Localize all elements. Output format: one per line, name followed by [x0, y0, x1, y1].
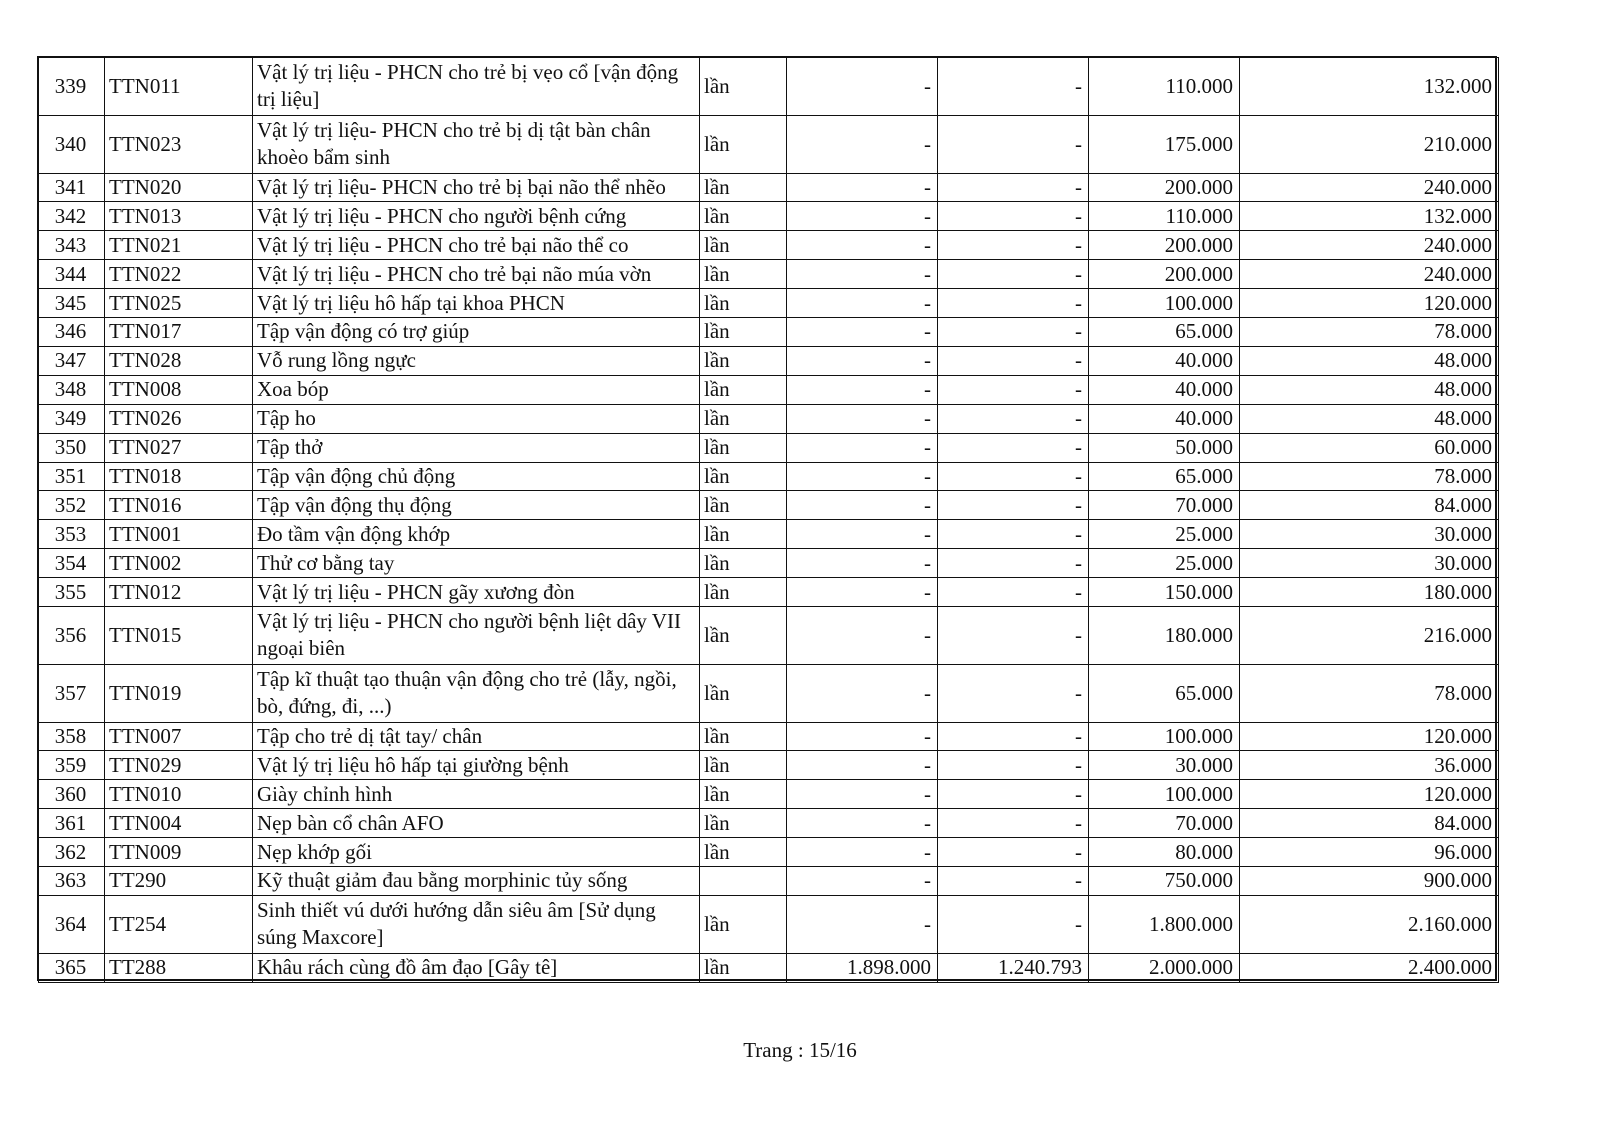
table-row — [39, 462, 1499, 491]
cell-price-3: 25.000 — [1089, 520, 1240, 549]
table-row — [39, 838, 1499, 867]
table-row — [39, 722, 1499, 751]
cell-unit: lần — [700, 780, 787, 809]
table-row — [39, 520, 1499, 549]
cell-price-3: 200.000 — [1089, 231, 1240, 260]
cell-price-1: - — [787, 289, 938, 318]
cell-price-4: 180.000 — [1240, 578, 1499, 607]
cell-price-1: - — [787, 722, 938, 751]
cell-unit: lần — [700, 953, 787, 982]
cell-code: TT290 — [105, 867, 253, 896]
table-row — [39, 115, 1499, 173]
cell-stt: 350 — [39, 433, 105, 462]
cell-price-1: - — [787, 751, 938, 780]
table-body — [39, 58, 1499, 983]
cell-price-4: 48.000 — [1240, 404, 1499, 433]
cell-stt: 352 — [39, 491, 105, 520]
cell-unit: lần — [700, 664, 787, 722]
cell-stt: 355 — [39, 578, 105, 607]
cell-price-1: - — [787, 231, 938, 260]
cell-code: TTN018 — [105, 462, 253, 491]
cell-price-2: - — [938, 838, 1089, 867]
cell-stt: 339 — [39, 58, 105, 116]
cell-price-3: 40.000 — [1089, 404, 1240, 433]
cell-code: TTN015 — [105, 606, 253, 664]
cell-service-name: Vật lý trị liệu - PHCN cho người bệnh liệt dây VII ngoại biên — [253, 606, 700, 664]
cell-stt: 361 — [39, 809, 105, 838]
cell-price-3: 110.000 — [1089, 202, 1240, 231]
cell-price-4: 2.400.000 — [1240, 953, 1499, 982]
cell-stt: 342 — [39, 202, 105, 231]
cell-service-name: Vật lý trị liệu - PHCN cho trẻ bại não thể co — [253, 231, 700, 260]
cell-unit: lần — [700, 838, 787, 867]
cell-code: TTN017 — [105, 318, 253, 347]
cell-price-3: 180.000 — [1089, 606, 1240, 664]
cell-price-2: - — [938, 260, 1089, 289]
cell-price-3: 30.000 — [1089, 751, 1240, 780]
cell-price-3: 50.000 — [1089, 433, 1240, 462]
cell-unit: lần — [700, 549, 787, 578]
cell-price-1: 1.898.000 — [787, 953, 938, 982]
cell-code: TTN010 — [105, 780, 253, 809]
cell-price-2: - — [938, 780, 1089, 809]
cell-price-3: 100.000 — [1089, 780, 1240, 809]
cell-price-4: 120.000 — [1240, 780, 1499, 809]
cell-price-2: - — [938, 491, 1089, 520]
cell-stt: 360 — [39, 780, 105, 809]
cell-service-name: Thử cơ bằng tay — [253, 549, 700, 578]
cell-stt: 349 — [39, 404, 105, 433]
cell-price-4: 120.000 — [1240, 289, 1499, 318]
cell-unit: lần — [700, 231, 787, 260]
cell-service-name: Vật lý trị liệu - PHCN cho trẻ bại não múa vờn — [253, 260, 700, 289]
cell-price-4: 84.000 — [1240, 809, 1499, 838]
cell-price-3: 80.000 — [1089, 838, 1240, 867]
cell-price-1: - — [787, 462, 938, 491]
table-row — [39, 606, 1499, 664]
cell-price-4: 60.000 — [1240, 433, 1499, 462]
cell-price-3: 200.000 — [1089, 173, 1240, 202]
cell-price-3: 100.000 — [1089, 289, 1240, 318]
cell-service-name: Tập ho — [253, 404, 700, 433]
cell-stt: 362 — [39, 838, 105, 867]
cell-unit: lần — [700, 462, 787, 491]
cell-code: TTN022 — [105, 260, 253, 289]
cell-unit: lần — [700, 578, 787, 607]
cell-price-1: - — [787, 115, 938, 173]
cell-code: TTN009 — [105, 838, 253, 867]
cell-stt: 358 — [39, 722, 105, 751]
cell-code: TTN012 — [105, 578, 253, 607]
cell-price-1: - — [787, 260, 938, 289]
cell-code: TTN019 — [105, 664, 253, 722]
cell-price-1: - — [787, 375, 938, 404]
table-row — [39, 318, 1499, 347]
table-row — [39, 173, 1499, 202]
cell-price-4: 240.000 — [1240, 260, 1499, 289]
table-row — [39, 780, 1499, 809]
cell-unit: lần — [700, 404, 787, 433]
cell-service-name: Vật lý trị liệu- PHCN cho trẻ bị dị tật bàn chân khoèo bẩm sinh — [253, 115, 700, 173]
cell-unit: lần — [700, 520, 787, 549]
cell-price-4: 240.000 — [1240, 231, 1499, 260]
cell-code: TTN028 — [105, 346, 253, 375]
cell-price-1: - — [787, 433, 938, 462]
cell-price-4: 96.000 — [1240, 838, 1499, 867]
cell-price-2: - — [938, 578, 1089, 607]
cell-code: TTN011 — [105, 58, 253, 116]
cell-price-4: 48.000 — [1240, 375, 1499, 404]
cell-price-1: - — [787, 780, 938, 809]
cell-price-2: - — [938, 58, 1089, 116]
cell-price-4: 2.160.000 — [1240, 895, 1499, 953]
cell-price-3: 65.000 — [1089, 664, 1240, 722]
cell-service-name: Nẹp bàn cổ chân AFO — [253, 809, 700, 838]
cell-price-2: - — [938, 202, 1089, 231]
cell-price-3: 40.000 — [1089, 346, 1240, 375]
cell-unit: lần — [700, 751, 787, 780]
cell-price-2: - — [938, 751, 1089, 780]
cell-stt: 357 — [39, 664, 105, 722]
cell-stt: 347 — [39, 346, 105, 375]
cell-code: TT254 — [105, 895, 253, 953]
cell-unit: lần — [700, 491, 787, 520]
cell-service-name: Vật lý trị liệu hô hấp tại khoa PHCN — [253, 289, 700, 318]
cell-unit: lần — [700, 173, 787, 202]
table-row — [39, 867, 1499, 896]
cell-stt: 348 — [39, 375, 105, 404]
cell-code: TTN027 — [105, 433, 253, 462]
cell-code: TTN020 — [105, 173, 253, 202]
cell-price-1: - — [787, 202, 938, 231]
cell-price-2: - — [938, 346, 1089, 375]
cell-stt: 343 — [39, 231, 105, 260]
cell-price-1: - — [787, 491, 938, 520]
cell-code: TTN029 — [105, 751, 253, 780]
cell-stt: 354 — [39, 549, 105, 578]
cell-code: TTN021 — [105, 231, 253, 260]
cell-unit: lần — [700, 260, 787, 289]
cell-price-3: 150.000 — [1089, 578, 1240, 607]
cell-price-4: 78.000 — [1240, 462, 1499, 491]
cell-unit: lần — [700, 809, 787, 838]
cell-code: TT288 — [105, 953, 253, 982]
table-row — [39, 433, 1499, 462]
cell-service-name: Tập vận động thụ động — [253, 491, 700, 520]
cell-code: TTN026 — [105, 404, 253, 433]
cell-unit: lần — [700, 289, 787, 318]
cell-price-4: 78.000 — [1240, 318, 1499, 347]
table-row — [39, 231, 1499, 260]
cell-stt: 356 — [39, 606, 105, 664]
cell-unit: lần — [700, 606, 787, 664]
cell-price-1: - — [787, 549, 938, 578]
cell-price-2: - — [938, 549, 1089, 578]
table-row — [39, 953, 1499, 982]
cell-service-name: Nẹp khớp gối — [253, 838, 700, 867]
cell-stt: 365 — [39, 953, 105, 982]
cell-price-1: - — [787, 346, 938, 375]
cell-price-4: 84.000 — [1240, 491, 1499, 520]
cell-price-1: - — [787, 520, 938, 549]
cell-price-1: - — [787, 606, 938, 664]
cell-service-name: Vật lý trị liệu - PHCN gãy xương đòn — [253, 578, 700, 607]
table-row — [39, 578, 1499, 607]
cell-price-1: - — [787, 664, 938, 722]
table-row — [39, 202, 1499, 231]
cell-price-1: - — [787, 867, 938, 896]
cell-price-4: 120.000 — [1240, 722, 1499, 751]
cell-stt: 353 — [39, 520, 105, 549]
cell-price-2: - — [938, 722, 1089, 751]
cell-service-name: Khâu rách cùng đồ âm đạo [Gây tê] — [253, 953, 700, 982]
cell-code: TTN016 — [105, 491, 253, 520]
cell-price-3: 110.000 — [1089, 58, 1240, 116]
cell-price-1: - — [787, 809, 938, 838]
cell-price-4: 132.000 — [1240, 202, 1499, 231]
cell-price-2: - — [938, 404, 1089, 433]
cell-stt: 351 — [39, 462, 105, 491]
cell-price-2: - — [938, 375, 1089, 404]
cell-price-2: - — [938, 867, 1089, 896]
cell-service-name: Sinh thiết vú dưới hướng dẫn siêu âm [Sử dụng súng Maxcore] — [253, 895, 700, 953]
cell-service-name: Giày chỉnh hình — [253, 780, 700, 809]
cell-price-2: - — [938, 115, 1089, 173]
cell-price-3: 750.000 — [1089, 867, 1240, 896]
cell-price-3: 40.000 — [1089, 375, 1240, 404]
cell-price-3: 70.000 — [1089, 491, 1240, 520]
cell-price-3: 2.000.000 — [1089, 953, 1240, 982]
cell-price-2: - — [938, 895, 1089, 953]
cell-price-2: - — [938, 231, 1089, 260]
cell-service-name: Tập vận động có trợ giúp — [253, 318, 700, 347]
table-row — [39, 375, 1499, 404]
cell-code: TTN025 — [105, 289, 253, 318]
cell-price-3: 70.000 — [1089, 809, 1240, 838]
cell-service-name: Tập thở — [253, 433, 700, 462]
cell-price-3: 175.000 — [1089, 115, 1240, 173]
cell-service-name: Tập cho trẻ dị tật tay/ chân — [253, 722, 700, 751]
cell-price-1: - — [787, 318, 938, 347]
cell-unit: lần — [700, 202, 787, 231]
cell-stt: 363 — [39, 867, 105, 896]
cell-price-1: - — [787, 838, 938, 867]
cell-price-3: 1.800.000 — [1089, 895, 1240, 953]
cell-price-2: - — [938, 664, 1089, 722]
cell-unit: lần — [700, 58, 787, 116]
cell-price-3: 65.000 — [1089, 318, 1240, 347]
cell-price-4: 210.000 — [1240, 115, 1499, 173]
cell-service-name: Xoa bóp — [253, 375, 700, 404]
cell-price-1: - — [787, 58, 938, 116]
cell-price-4: 36.000 — [1240, 751, 1499, 780]
cell-price-1: - — [787, 173, 938, 202]
cell-price-1: - — [787, 404, 938, 433]
cell-stt: 364 — [39, 895, 105, 953]
cell-price-3: 65.000 — [1089, 462, 1240, 491]
cell-price-2: - — [938, 606, 1089, 664]
cell-service-name: Tập vận động chủ động — [253, 462, 700, 491]
cell-price-4: 30.000 — [1240, 520, 1499, 549]
cell-stt: 359 — [39, 751, 105, 780]
cell-price-2: - — [938, 318, 1089, 347]
cell-code: TTN004 — [105, 809, 253, 838]
table-row — [39, 751, 1499, 780]
cell-service-name: Đo tầm vận động khớp — [253, 520, 700, 549]
cell-price-2: - — [938, 173, 1089, 202]
cell-service-name: Tập kĩ thuật tạo thuận vận động cho trẻ (lẫy, ngồi, bò, đứng, đi, ...) — [253, 664, 700, 722]
cell-unit — [700, 867, 787, 896]
cell-unit: lần — [700, 115, 787, 173]
cell-code: TTN023 — [105, 115, 253, 173]
table-row — [39, 549, 1499, 578]
cell-price-4: 48.000 — [1240, 346, 1499, 375]
cell-price-2: - — [938, 289, 1089, 318]
cell-unit: lần — [700, 722, 787, 751]
cell-unit: lần — [700, 346, 787, 375]
cell-price-4: 132.000 — [1240, 58, 1499, 116]
cell-price-1: - — [787, 578, 938, 607]
cell-price-3: 100.000 — [1089, 722, 1240, 751]
cell-stt: 341 — [39, 173, 105, 202]
cell-price-4: 30.000 — [1240, 549, 1499, 578]
cell-stt: 344 — [39, 260, 105, 289]
cell-stt: 346 — [39, 318, 105, 347]
cell-service-name: Vật lý trị liệu hô hấp tại giường bệnh — [253, 751, 700, 780]
cell-service-name: Vỗ rung lồng ngực — [253, 346, 700, 375]
cell-code: TTN002 — [105, 549, 253, 578]
cell-price-4: 78.000 — [1240, 664, 1499, 722]
cell-unit: lần — [700, 375, 787, 404]
cell-code: TTN001 — [105, 520, 253, 549]
cell-code: TTN007 — [105, 722, 253, 751]
table-row — [39, 809, 1499, 838]
cell-service-name: Vật lý trị liệu - PHCN cho trẻ bị vẹo cổ [vận động trị liệu] — [253, 58, 700, 116]
cell-stt: 340 — [39, 115, 105, 173]
cell-price-2: - — [938, 809, 1089, 838]
cell-code: TTN013 — [105, 202, 253, 231]
cell-service-name: Vật lý trị liệu- PHCN cho trẻ bị bại não thể nhẽo — [253, 173, 700, 202]
cell-price-4: 216.000 — [1240, 606, 1499, 664]
cell-unit: lần — [700, 318, 787, 347]
price-table — [38, 57, 1499, 983]
cell-price-4: 900.000 — [1240, 867, 1499, 896]
cell-service-name: Vật lý trị liệu - PHCN cho người bệnh cứng — [253, 202, 700, 231]
cell-price-4: 240.000 — [1240, 173, 1499, 202]
table-row — [39, 491, 1499, 520]
cell-price-3: 25.000 — [1089, 549, 1240, 578]
table-row — [39, 346, 1499, 375]
cell-price-2: - — [938, 520, 1089, 549]
table-row — [39, 664, 1499, 722]
cell-service-name: Kỹ thuật giảm đau bằng morphinic tủy sống — [253, 867, 700, 896]
cell-price-3: 200.000 — [1089, 260, 1240, 289]
cell-stt: 345 — [39, 289, 105, 318]
table-row — [39, 260, 1499, 289]
cell-price-2: - — [938, 462, 1089, 491]
table-row — [39, 289, 1499, 318]
cell-price-1: - — [787, 895, 938, 953]
cell-code: TTN008 — [105, 375, 253, 404]
cell-price-2: - — [938, 433, 1089, 462]
table-row — [39, 58, 1499, 116]
cell-price-2: 1.240.793 — [938, 953, 1089, 982]
page-number: Trang : 15/16 — [743, 1038, 857, 1062]
cell-unit: lần — [700, 895, 787, 953]
table-row — [39, 895, 1499, 953]
table-row — [39, 404, 1499, 433]
cell-unit: lần — [700, 433, 787, 462]
